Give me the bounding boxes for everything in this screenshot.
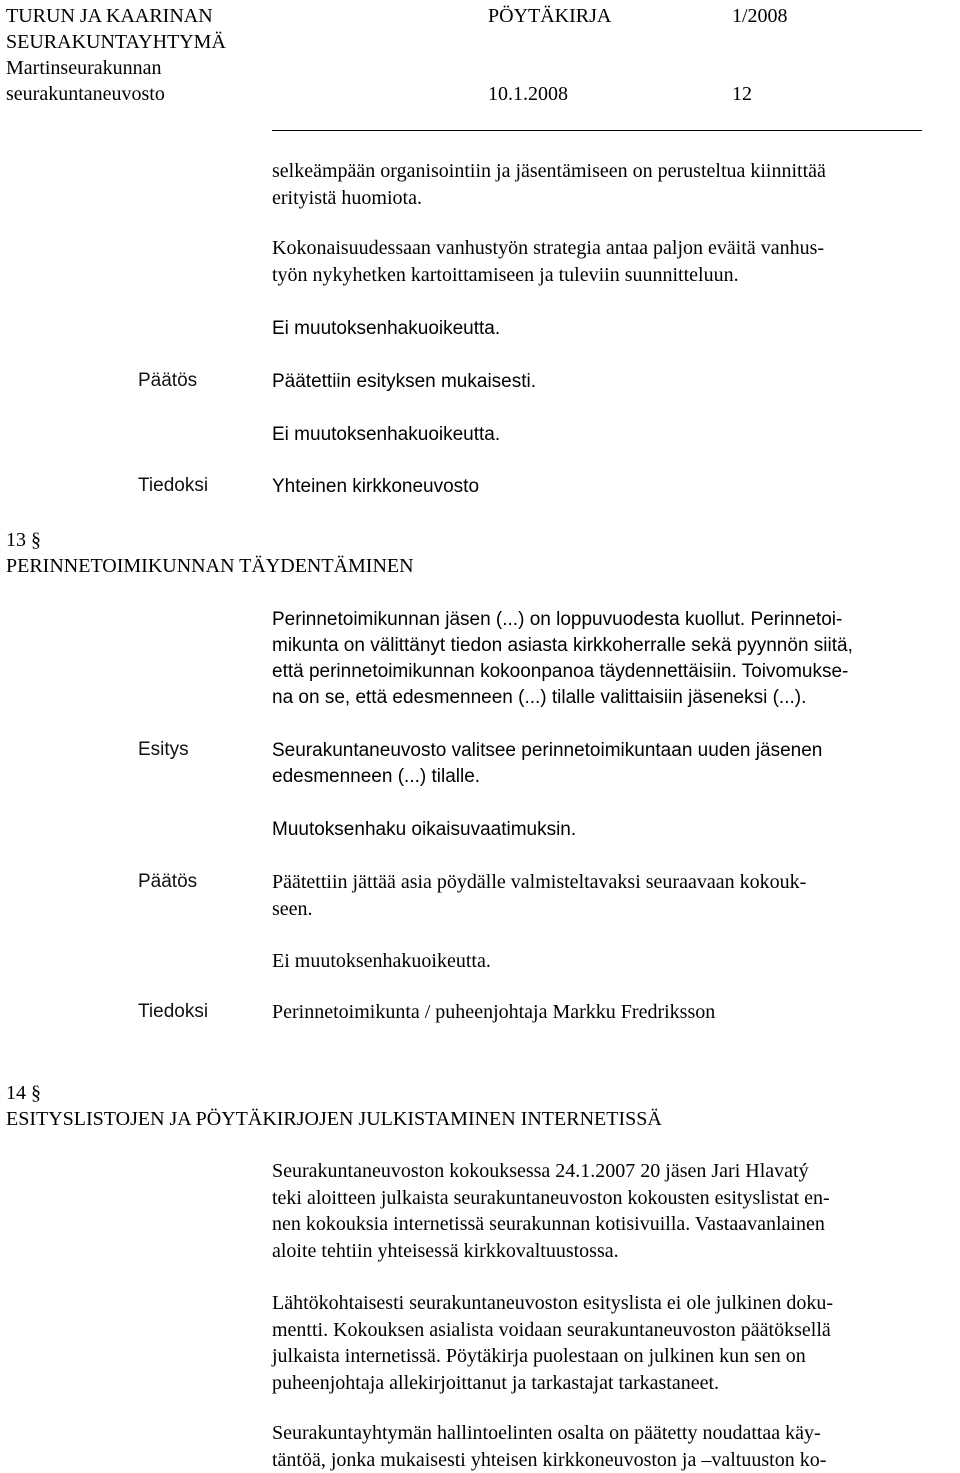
- text-line: puheenjohtaja allekirjoittanut ja tarkastajat tarkastaneet.: [272, 1370, 922, 1397]
- text-line: erityistä huomiota.: [272, 185, 922, 212]
- info-label: Tiedoksi: [138, 475, 208, 497]
- section-number: 14 §: [6, 1080, 41, 1106]
- paragraph: [272, 1158, 922, 1264]
- text-line: työn nykyhetken kartoittamiseen ja tuleviin suunnitteluun.: [272, 262, 922, 289]
- text-line: aloite tehtiin yhteisessä kirkkovaltuustossa.: [272, 1238, 922, 1265]
- section-title: PERINNETOIMIKUNNAN TÄYDENTÄMINEN: [6, 553, 414, 579]
- proposal-text: [272, 738, 922, 790]
- org-name-line1: TURUN JA KAARINAN: [6, 4, 213, 29]
- section-title: ESITYSLISTOJEN JA PÖYTÄKIRJOJEN JULKISTAMINEN INTERNETISSÄ: [6, 1106, 662, 1132]
- decision-text: [272, 869, 922, 922]
- text-line: selkeämpään organisointiin ja jäsentämiseen on perusteltua kiinnittää: [272, 158, 922, 185]
- decision-text: Päätettiin esityksen mukaisesti.: [272, 369, 922, 395]
- text-line: seen.: [272, 896, 922, 923]
- decision-label: Päätös: [138, 871, 197, 893]
- text-line: julkaista internetissä. Pöytäkirja puolestaan on julkinen kun sen on: [272, 1343, 922, 1370]
- org-name-line3: Martinseurakunnan: [6, 56, 162, 81]
- section-body: [272, 607, 922, 711]
- header-rule: [272, 130, 922, 131]
- org-name-line4: seurakuntaneuvosto: [6, 82, 165, 107]
- text-line: edesmenneen (...) tilalle.: [272, 764, 922, 790]
- paragraph: [272, 1290, 922, 1396]
- continued-text: [272, 158, 922, 211]
- text-line: mentti. Kokouksen asialista voidaan seurakuntaneuvoston päätöksellä: [272, 1317, 922, 1344]
- meeting-date: 10.1.2008: [488, 82, 568, 107]
- text-line: na on se, että edesmenneen (...) tilalle valittaisiin jäseneksi (...).: [272, 685, 922, 711]
- text-line: Päätettiin jättää asia pöydälle valmisteltavaksi seuraavaan kokouk-: [272, 869, 922, 896]
- doc-number: 1/2008: [732, 4, 788, 29]
- text-line: Lähtökohtaisesti seurakuntaneuvoston esityslista ei ole julkinen doku-: [272, 1290, 922, 1317]
- paragraph: [272, 1420, 922, 1473]
- text-line: Kokonaisuudessaan vanhustyön strategia antaa paljon eväitä vanhus-: [272, 235, 922, 262]
- no-appeal-note: Ei muutoksenhakuoikeutta.: [272, 316, 922, 342]
- text-line: Seurakuntayhtymän hallintoelinten osalta on päätetty noudattaa käy-: [272, 1420, 922, 1447]
- org-name-line2: SEURAKUNTAYHTYMÄ: [6, 30, 226, 55]
- no-appeal-note: Ei muutoksenhakuoikeutta.: [272, 422, 922, 448]
- text-line: Seurakuntaneuvoston kokouksessa 24.1.2007 20 jäsen Jari Hlavatý: [272, 1158, 922, 1185]
- summary-text: [272, 235, 922, 288]
- text-line: teki aloitteen julkaista seurakuntaneuvoston kokousten esityslistat en-: [272, 1185, 922, 1212]
- section-number: 13 §: [6, 527, 41, 553]
- proposal-label: Esitys: [138, 739, 189, 761]
- page-number: 12: [732, 82, 752, 107]
- decision-label: Päätös: [138, 370, 197, 392]
- info-label: Tiedoksi: [138, 1001, 208, 1023]
- text-line: että perinnetoimikunnan kokoonpanoa täydennettäisiin. Toivomukse-: [272, 659, 922, 685]
- doc-type: PÖYTÄKIRJA: [488, 4, 611, 29]
- text-line: Perinnetoimikunnan jäsen (...) on loppuvuodesta kuollut. Perinnetoi-: [272, 607, 922, 633]
- appeal-note: Muutoksenhaku oikaisuvaatimuksin.: [272, 817, 922, 843]
- text-line: nen kokouksia internetissä seurakunnan kotisivuilla. Vastaavanlainen: [272, 1211, 922, 1238]
- text-line: mikunta on välittänyt tiedon asiasta kirkkoherralle sekä pyynnön siitä,: [272, 633, 922, 659]
- info-recipient: Yhteinen kirkkoneuvosto: [272, 474, 922, 500]
- text-line: täntöä, jonka mukaisesti yhteisen kirkkoneuvoston ja –valtuuston ko-: [272, 1447, 922, 1473]
- no-appeal-note: Ei muutoksenhakuoikeutta.: [272, 948, 922, 975]
- text-line: Seurakuntaneuvosto valitsee perinnetoimikuntaan uuden jäsenen: [272, 738, 922, 764]
- info-recipient: Perinnetoimikunta / puheenjohtaja Markku Fredriksson: [272, 999, 922, 1026]
